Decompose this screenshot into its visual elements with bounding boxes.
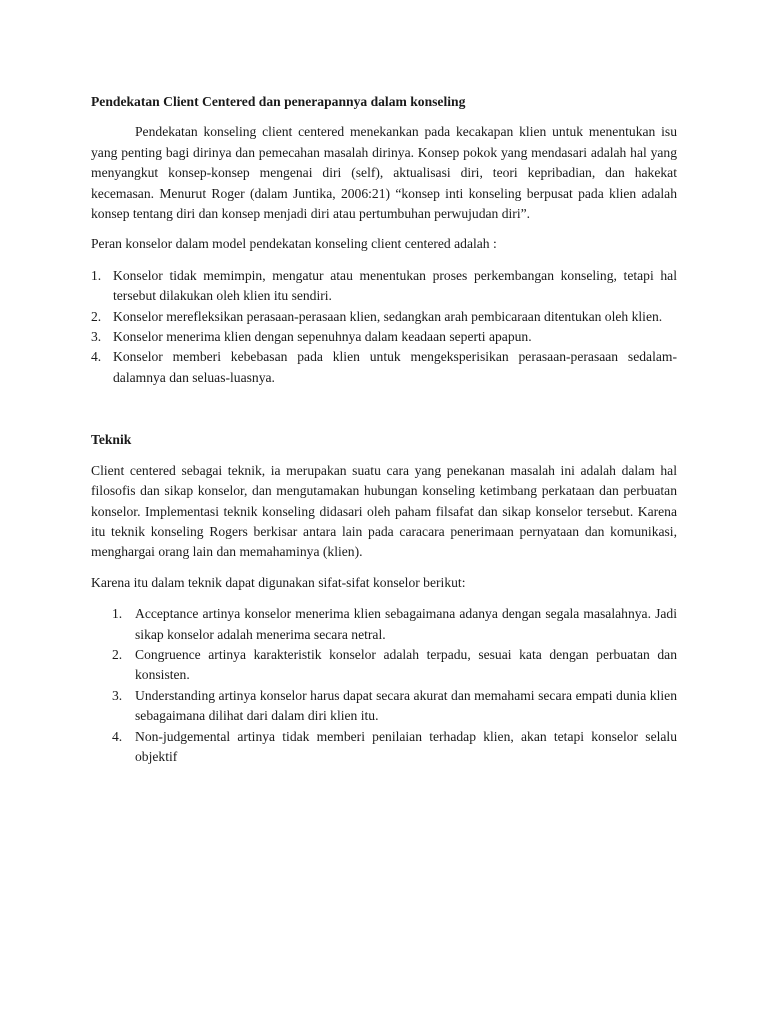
paragraph-peran-konselor: Peran konselor dalam model pendekatan konseling client centered adalah : xyxy=(91,236,497,252)
section-title-teknik: Teknik xyxy=(91,432,132,448)
list-item xyxy=(91,347,677,388)
list-item-number: 4. xyxy=(112,728,123,744)
list-item-text: Konselor memberi kebebasan pada klien untuk mengeksperisikan perasaan-perasaan sedalam-dalamnya dan seluas-luasnya. xyxy=(113,349,677,385)
list-sifat-konselor xyxy=(91,604,677,767)
list-item-text: Konselor menerima klien dengan sepenuhnya dalam keadaan seperti apapun. xyxy=(113,329,532,345)
paragraph-sifat-konselor: Karena itu dalam teknik dapat digunakan sifat-sifat konselor berikut: xyxy=(91,574,466,590)
list-item xyxy=(91,727,677,768)
list-item xyxy=(91,645,677,686)
list-item-text: Congruence artinya karakteristik konselor adalah terpadu, sesuai kata dengan perbuatan dan konsisten. xyxy=(135,646,677,683)
list-item xyxy=(91,307,677,327)
list-item xyxy=(91,266,677,307)
list-item-number: 3. xyxy=(91,329,102,345)
paragraph-teknik: Client centered sebagai teknik, ia merupakan suatu cara yang penekanan masalah ini adalah dalam hal filosofis dan sikap konselor, dan mengutamakan hubungan konseling ketimbang perkataan dan perbuatan konselor. Implementasi teknik konseling didasari oleh paham filsafat dan sikap konselor tersebut. Karena itu teknik konseling Rogers berkisar antara lain pada caracara penerimaan pernyataan dan komunikasi, menghargai orang lain dan memahaminya (klien). xyxy=(91,462,677,560)
list-item xyxy=(91,604,677,645)
list-item-text: Non-judgemental artinya tidak memberi penilaian terhadap klien, akan tetapi konselor selalu objektif xyxy=(135,728,677,764)
list-item-number: 2. xyxy=(91,308,102,324)
list-item-text: Acceptance artinya konselor menerima klien sebagaimana adanya dengan segala masalahnya. Jadi sikap konselor adalah menerima secara netral. xyxy=(135,606,677,642)
list-item-number: 4. xyxy=(91,349,102,365)
list-item-number: 1. xyxy=(112,606,123,622)
section-title-client-centered: Pendekatan Client Centered dan penerapannya dalam konseling xyxy=(91,94,466,109)
list-item-text: Konselor merefleksikan perasaan-perasaan klien, sedangkan arah pembicaraan ditentukan oleh klien. xyxy=(113,308,663,324)
list-item xyxy=(91,327,677,347)
list-item-number: 2. xyxy=(112,646,123,662)
list-item-number: 1. xyxy=(91,267,102,283)
list-item-number: 3. xyxy=(112,687,123,703)
list-item-text: Understanding artinya konselor harus dapat secara akurat dan memahami secara empati dunia klien sebagaimana dilihat dari dalam diri klien itu. xyxy=(135,687,677,724)
document-page xyxy=(91,92,677,767)
list-item-text: Konselor tidak memimpin, mengatur atau menentukan proses perkembangan konseling, tetapi hal tersebut dilakukan oleh klien itu sendiri. xyxy=(113,267,677,304)
list-peran-konselor xyxy=(91,266,677,388)
list-item xyxy=(91,686,677,727)
paragraph-intro: Pendekatan konseling client centered menekankan pada kecakapan klien untuk menentukan isu yang penting bagi dirinya dan pemecahan masalah dirinya. Konsep pokok yang mendasari adalah hal yang menyangkut konsep-konsep mengenai diri (self), aktualisasi diri, teori kepribadian, dan hakekat kecemasan. Menurut Roger (dalam Juntika, 2006:21) “konsep inti konseling berpusat pada klien adalah konsep tentang diri dan konsep menjadi diri atau pertumbuhan perwujudan diri”. xyxy=(91,124,677,222)
